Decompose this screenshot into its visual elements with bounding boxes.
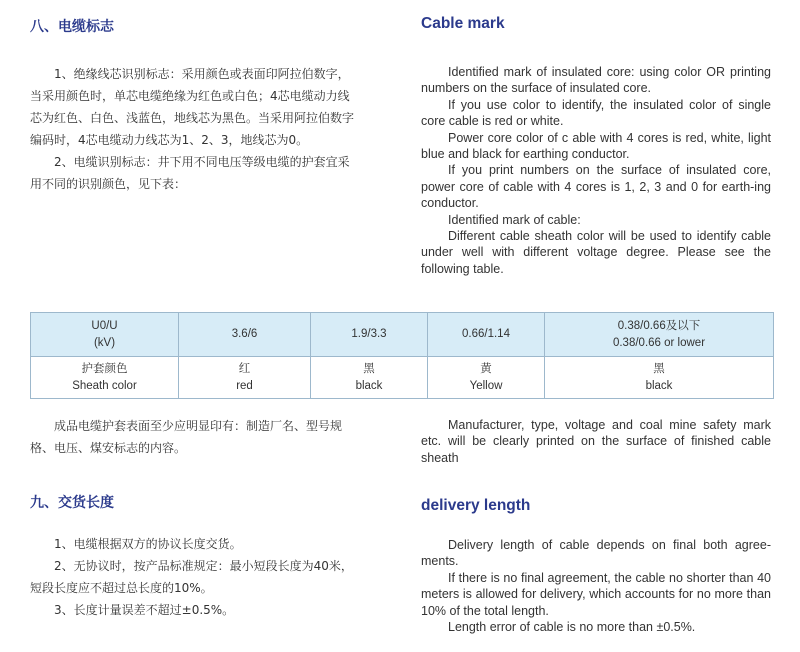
color-cn: 黑: [363, 362, 375, 375]
section9-cn-body: [30, 533, 390, 621]
voltage-label: U0/U: [91, 319, 118, 332]
section9-en-body: [421, 537, 771, 635]
en-paragraph: Manufacturer, type, voltage and coal mine safety mark etc. will be clearly printed on the surface of finished cable sheath: [421, 418, 771, 465]
color-cn: 黑: [653, 362, 665, 375]
color-en: black: [645, 379, 673, 392]
section9-cn-title: 九、交货长度: [30, 495, 114, 511]
table-cell: [31, 313, 179, 357]
cn-line: 2、无协议时，按产品标准规定：最小短段长度为40米，: [54, 559, 353, 573]
table-cell: [179, 357, 311, 399]
en-paragraph: If you print numbers on the surface of insulated core, power core of cable with 4 cores is 1, 2, 3 and 0 for earth-ing conductor.: [421, 163, 771, 211]
cn-line: 2、电缆识别标志：井下用不同电压等级电缆的护套宜采: [54, 155, 350, 169]
color-en: red: [236, 379, 253, 392]
cn-line: 用不同的识别颜色，见下表：: [30, 177, 187, 191]
sheath-label-cn: 护套颜色: [81, 362, 128, 375]
table-cell: [31, 357, 179, 399]
section9-en-title: delivery length: [421, 497, 531, 514]
table-header-row: [31, 313, 774, 357]
section8-en-body: [421, 64, 771, 277]
cn-line: 1、绝缘线芯识别标志：采用颜色或表面印阿拉伯数字，: [54, 67, 350, 81]
table-cell: [428, 357, 545, 399]
section8-cn-body: [30, 63, 390, 195]
marking-en-body: [421, 417, 771, 466]
table-row: [31, 357, 774, 399]
table-cell: 1.9/3.3: [311, 313, 428, 357]
voltage-cn: 0.38/0.66及以下: [617, 319, 701, 332]
cn-line: 当采用颜色时，单芯电缆绝缘为红色或白色；4芯电缆动力线: [30, 89, 350, 103]
en-paragraph: If you use color to identify, the insulated color of single core cable is red or white.: [421, 97, 771, 129]
en-paragraph: If there is no final agreement, the cable no shorter than 40 meters is allowed for delivery, which accounts for no more than 10% of the total length.: [421, 570, 771, 618]
section8-cn-title: 八、电缆标志: [30, 19, 114, 35]
sheath-label-en: Sheath color: [72, 379, 137, 392]
color-cn: 黄: [480, 362, 492, 375]
en-paragraph: Identified mark of cable:: [448, 212, 581, 227]
voltage-unit: (kV): [93, 336, 116, 349]
color-en: black: [355, 379, 383, 392]
cn-line: 格、电压、煤安标志的内容。: [30, 441, 187, 455]
table-cell: [545, 313, 774, 357]
color-cn: 红: [238, 362, 251, 375]
voltage-en: 0.38/0.66 or lower: [612, 336, 706, 349]
table-cell: [545, 357, 774, 399]
en-paragraph: Identified mark of insulated core: using color OR printing numbers on the surface of insulated core.: [421, 65, 771, 96]
section8-en-title: Cable mark: [421, 15, 505, 32]
table-cell: 3.6/6: [179, 313, 311, 357]
marking-cn-body: [30, 415, 390, 459]
table-cell: [311, 357, 428, 399]
cn-line: 芯为红色、白色、浅蓝色，地线芯为黑色。当采用阿拉伯数字: [30, 111, 355, 125]
cn-line: 3、长度计量误差不超过±0.5%。: [54, 603, 235, 617]
sheath-color-table: [30, 312, 774, 399]
en-paragraph: Length error of cable is no more than ±0.5%.: [448, 620, 696, 635]
table-cell: 0.66/1.14: [428, 313, 545, 357]
en-paragraph: Delivery length of cable depends on final both agree-ments.: [421, 538, 771, 569]
en-paragraph: Different cable sheath color will be used to identify cable under well with different voltage degree. Please see the following table.: [421, 229, 771, 276]
cn-line: 短段长度应不超过总长度的10%。: [30, 581, 213, 595]
cn-line: 编码时，4芯电缆动力线芯为1、2、3，地线芯为0。: [30, 133, 309, 147]
color-en: Yellow: [469, 379, 503, 392]
cn-line: 1、电缆根据双方的协议长度交货。: [54, 537, 242, 551]
en-paragraph: Power core color of c able with 4 cores is red, white, light blue and black for earthing conductor.: [421, 130, 771, 162]
cn-line: 成品电缆护套表面至少应明显印有：制造厂名、型号规: [54, 419, 343, 433]
